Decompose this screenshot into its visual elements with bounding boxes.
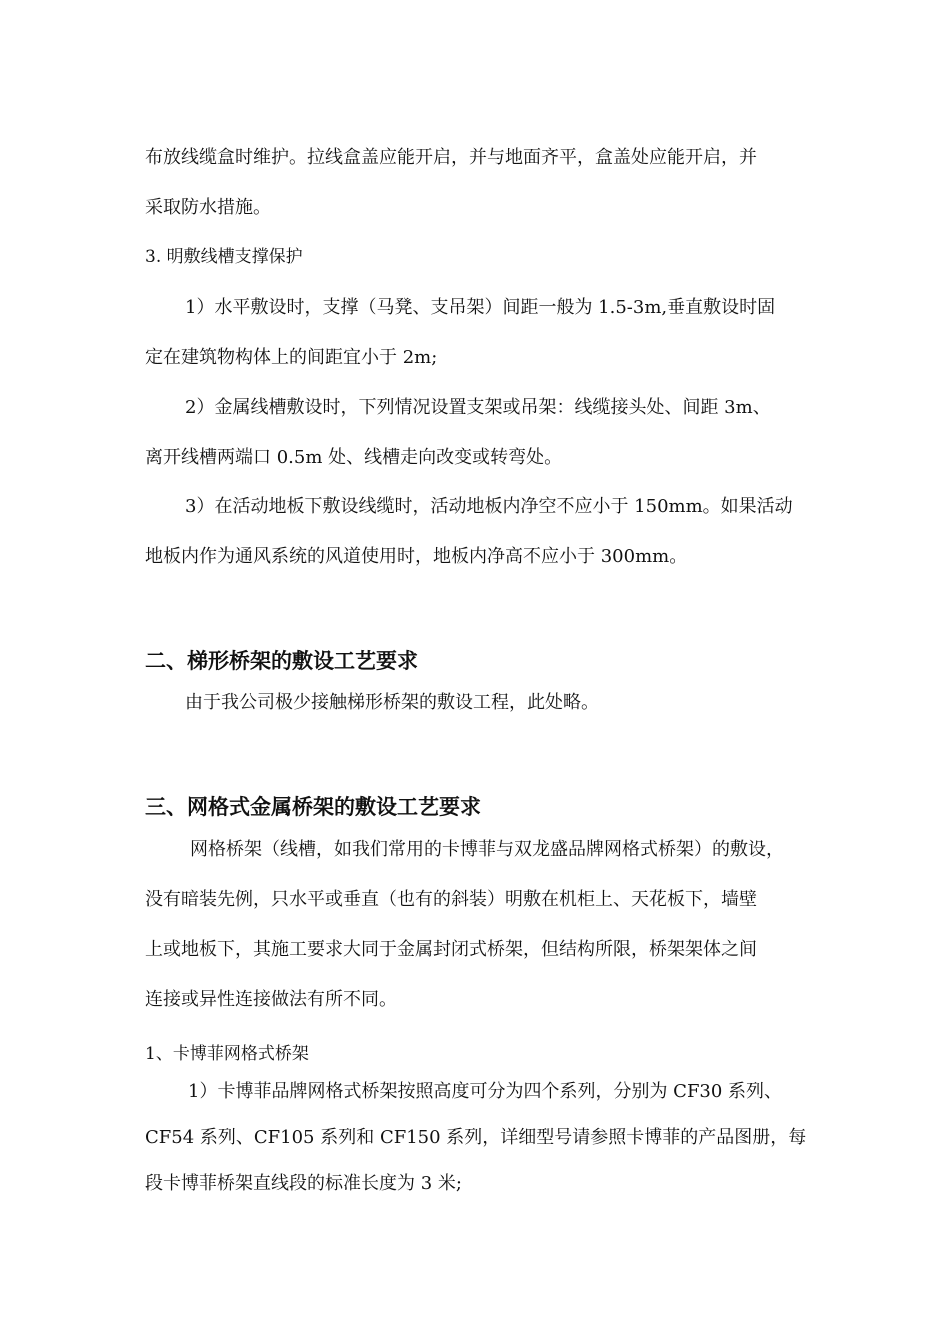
paragraph-line: 布放线缆盒时维护。拉线盒盖应能开启，并与地面齐平，盒盖处应能开启，并	[145, 147, 757, 168]
paragraph-line: 连接或异性连接做法有所不同。	[145, 989, 397, 1010]
paragraph-line: 段卡博菲桥架直线段的标准长度为 3 米;	[145, 1173, 462, 1194]
paragraph-line: 地板内作为通风系统的风道使用时，地板内净高不应小于 300mm。	[145, 546, 688, 567]
paragraph-line: 采取防水措施。	[145, 197, 271, 218]
paragraph-line: 网格桥架（线槽，如我们常用的卡博菲与双龙盛品牌网格式桥架）的敷设，	[190, 839, 784, 860]
section-heading: 二、梯形桥架的敷设工艺要求	[145, 649, 418, 673]
paragraph-line: 1）水平敷设时，支撑（马凳、支吊架）间距一般为 1.5-3m,垂直敷设时固	[185, 297, 776, 318]
section-heading: 三、网格式金属桥架的敷设工艺要求	[145, 795, 481, 819]
paragraph-line: 2）金属线槽敷设时，下列情况设置支架或吊架：线缆接头处、间距 3m、	[185, 397, 771, 418]
paragraph-line: 由于我公司极少接触梯形桥架的敷设工程，此处略。	[185, 692, 599, 713]
paragraph-line: 没有暗装先例，只水平或垂直（也有的斜装）明敷在机柜上、天花板下，墙壁	[145, 889, 757, 910]
paragraph-line: 定在建筑物构体上的间距宜小于 2m;	[145, 347, 438, 368]
subsection-heading: 3. 明敷线槽支撑保护	[145, 247, 303, 267]
paragraph-line: 1）卡博菲品牌网格式桥架按照高度可分为四个系列，分别为 CF30 系列、	[188, 1081, 783, 1102]
paragraph-line: 离开线槽两端口 0.5m 处、线槽走向改变或转弯处。	[145, 447, 563, 468]
paragraph-line: 3）在活动地板下敷设线缆时，活动地板内净空不应小于 150mm。如果活动	[185, 496, 793, 517]
paragraph-line: 上或地板下，其施工要求大同于金属封闭式桥架，但结构所限，桥架架体之间	[145, 939, 757, 960]
subsection-heading: 1、卡博菲网格式桥架	[145, 1044, 309, 1064]
paragraph-line: CF54 系列、CF105 系列和 CF150 系列，详细型号请参照卡博菲的产品图册，每	[145, 1127, 807, 1148]
